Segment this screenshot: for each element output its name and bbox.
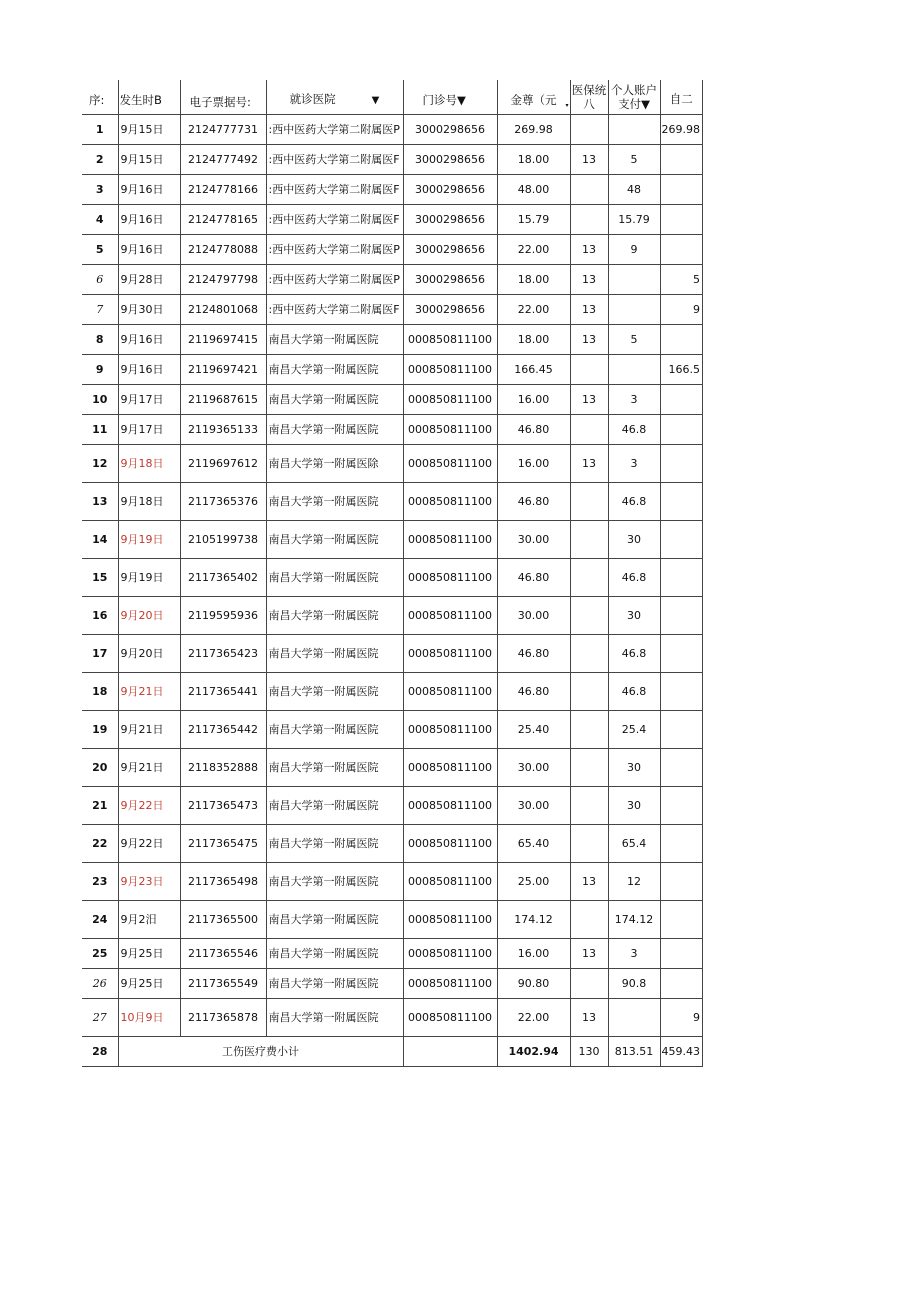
seq-cell[interactable]: 24 xyxy=(82,900,118,938)
seq-cell[interactable]: 15 xyxy=(82,558,118,596)
invoice-cell[interactable]: 2124797798 xyxy=(180,264,266,294)
date-cell[interactable]: 9月25日 xyxy=(118,968,180,998)
date-cell[interactable]: 9月17日 xyxy=(118,384,180,414)
amount-cell[interactable]: 46.80 xyxy=(497,672,570,710)
date-cell[interactable]: 9月21日 xyxy=(118,710,180,748)
insurance-cell[interactable] xyxy=(570,710,608,748)
clinic-cell[interactable]: 000850811100 xyxy=(403,786,497,824)
insurance-cell[interactable]: 13 xyxy=(570,998,608,1036)
clinic-cell[interactable]: 000850811100 xyxy=(403,414,497,444)
hospital-filter-icon[interactable]: ▼ xyxy=(371,94,380,106)
invoice-cell[interactable]: 2124778088 xyxy=(180,234,266,264)
hospital-cell[interactable]: :西中医药大学第二附属医P xyxy=(266,264,403,294)
hospital-cell[interactable]: 南昌大学第一附属医院 xyxy=(266,862,403,900)
invoice-cell[interactable]: 2118352888 xyxy=(180,748,266,786)
date-cell[interactable]: 9月16日 xyxy=(118,354,180,384)
table-row xyxy=(82,444,703,482)
seq-cell[interactable]: 1 xyxy=(82,114,118,144)
table-row xyxy=(82,520,703,558)
seq-cell[interactable]: 17 xyxy=(82,634,118,672)
seq-cell[interactable]: 10 xyxy=(82,384,118,414)
self-pay-cell[interactable] xyxy=(660,900,703,938)
clinic-cell[interactable]: 000850811100 xyxy=(403,634,497,672)
seq-cell[interactable]: 23 xyxy=(82,862,118,900)
hospital-cell[interactable]: :西中医药大学第二附属医P xyxy=(266,234,403,264)
self-pay-cell[interactable] xyxy=(660,558,703,596)
insurance-cell[interactable]: 13 xyxy=(570,234,608,264)
hospital-cell[interactable]: 南昌大学第一附属医院 xyxy=(266,938,403,968)
invoice-cell[interactable]: 2117365442 xyxy=(180,710,266,748)
hospital-cell[interactable]: 南昌大学第一附属医院 xyxy=(266,710,403,748)
seq-cell[interactable]: 21 xyxy=(82,786,118,824)
date-cell[interactable]: 10月9日 xyxy=(118,998,180,1036)
header-account[interactable]: 个人账户 支付▼ xyxy=(608,80,660,114)
invoice-cell[interactable]: 2124778165 xyxy=(180,204,266,234)
hospital-cell[interactable]: 南昌大学第一附属医院 xyxy=(266,596,403,634)
table-row xyxy=(82,824,703,862)
invoice-cell[interactable]: 2124801068 xyxy=(180,294,266,324)
insurance-cell[interactable] xyxy=(570,414,608,444)
table-row xyxy=(82,204,703,234)
invoice-cell[interactable]: 2117365376 xyxy=(180,482,266,520)
seq-cell[interactable]: 7 xyxy=(82,294,118,324)
amount-cell[interactable]: 18.00 xyxy=(497,264,570,294)
account-cell[interactable]: 46.8 xyxy=(608,634,660,672)
seq-cell[interactable]: 6 xyxy=(82,264,118,294)
self-pay-cell[interactable] xyxy=(660,482,703,520)
insurance-cell[interactable]: 13 xyxy=(570,444,608,482)
date-cell[interactable]: 9月22日 xyxy=(118,824,180,862)
insurance-cell[interactable]: 13 xyxy=(570,862,608,900)
seq-cell[interactable]: 19 xyxy=(82,710,118,748)
hospital-cell[interactable]: :西中医药大学第二附属医P xyxy=(266,114,403,144)
amount-cell[interactable]: 30.00 xyxy=(497,748,570,786)
self-pay-cell[interactable] xyxy=(660,444,703,482)
header-seq: 序: xyxy=(82,80,118,114)
invoice-cell[interactable]: 2117365423 xyxy=(180,634,266,672)
account-cell[interactable]: 25.4 xyxy=(608,710,660,748)
hospital-cell[interactable]: 南昌大学第一附属医院 xyxy=(266,384,403,414)
clinic-cell[interactable]: 3000298656 xyxy=(403,294,497,324)
table-row xyxy=(82,998,703,1036)
account-cell[interactable]: 48 xyxy=(608,174,660,204)
table-row xyxy=(82,324,703,354)
clinic-cell[interactable]: 000850811100 xyxy=(403,354,497,384)
date-cell[interactable]: 9月30日 xyxy=(118,294,180,324)
table-row xyxy=(82,174,703,204)
medical-expense-table xyxy=(82,80,703,1067)
clinic-cell[interactable]: 000850811100 xyxy=(403,384,497,414)
hospital-cell[interactable]: 南昌大学第一附属医院 xyxy=(266,672,403,710)
insurance-cell[interactable] xyxy=(570,174,608,204)
seq-cell[interactable]: 28 xyxy=(82,1036,118,1066)
clinic-cell[interactable]: 000850811100 xyxy=(403,748,497,786)
insurance-cell[interactable] xyxy=(570,204,608,234)
self-pay-cell[interactable] xyxy=(660,384,703,414)
seq-cell[interactable]: 20 xyxy=(82,748,118,786)
amount-cell[interactable]: 16.00 xyxy=(497,444,570,482)
table-row xyxy=(82,596,703,634)
clinic-cell[interactable]: 000850811100 xyxy=(403,324,497,354)
self-pay-cell[interactable] xyxy=(660,824,703,862)
invoice-cell[interactable]: 2119365133 xyxy=(180,414,266,444)
seq-cell[interactable]: 27 xyxy=(82,998,118,1036)
hospital-cell[interactable]: 南昌大学第一附属医院 xyxy=(266,998,403,1036)
hospital-cell[interactable]: 南昌大学第一附属医院 xyxy=(266,748,403,786)
seq-cell[interactable]: 2 xyxy=(82,144,118,174)
hospital-cell[interactable]: 南昌大学第一附属医院 xyxy=(266,634,403,672)
amount-cell[interactable]: 46.80 xyxy=(497,558,570,596)
insurance-cell[interactable]: 13 xyxy=(570,384,608,414)
invoice-cell[interactable]: 2117365498 xyxy=(180,862,266,900)
amount-cell[interactable]: 15.79 xyxy=(497,204,570,234)
account-cell[interactable]: 5 xyxy=(608,144,660,174)
insurance-cell[interactable] xyxy=(570,672,608,710)
amount-cell[interactable]: 22.00 xyxy=(497,294,570,324)
amount-cell[interactable]: 48.00 xyxy=(497,174,570,204)
invoice-cell[interactable]: 2117365473 xyxy=(180,786,266,824)
header-insurance[interactable]: 医保统八 xyxy=(570,80,608,114)
account-cell[interactable]: 5 xyxy=(608,324,660,354)
clinic-cell[interactable]: 000850811100 xyxy=(403,862,497,900)
self-pay-cell[interactable] xyxy=(660,748,703,786)
self-pay-cell[interactable] xyxy=(660,204,703,234)
self-pay-cell[interactable] xyxy=(660,174,703,204)
account-cell[interactable]: 9 xyxy=(608,234,660,264)
insurance-cell[interactable] xyxy=(570,482,608,520)
clinic-cell[interactable]: 000850811100 xyxy=(403,998,497,1036)
account-cell[interactable]: 30 xyxy=(608,748,660,786)
invoice-cell[interactable]: 2117365546 xyxy=(180,938,266,968)
hospital-cell[interactable]: 南昌大学第一附属医院 xyxy=(266,520,403,558)
account-cell[interactable]: 30 xyxy=(608,520,660,558)
hospital-cell[interactable]: 南昌大学第一附属医院 xyxy=(266,414,403,444)
seq-cell[interactable]: 11 xyxy=(82,414,118,444)
date-cell[interactable]: 9月2汨 xyxy=(118,900,180,938)
table-row xyxy=(82,294,703,324)
table-row xyxy=(82,264,703,294)
date-cell[interactable]: 9月19日 xyxy=(118,558,180,596)
table-row xyxy=(82,482,703,520)
amount-filter-icon[interactable]: ▾ xyxy=(565,101,569,109)
seq-cell[interactable]: 9 xyxy=(82,354,118,384)
amount-cell[interactable]: 18.00 xyxy=(497,324,570,354)
account-cell[interactable] xyxy=(608,294,660,324)
invoice-cell[interactable]: 2119595936 xyxy=(180,596,266,634)
hospital-cell[interactable]: 南昌大学第一附属医院 xyxy=(266,968,403,998)
seq-cell[interactable]: 13 xyxy=(82,482,118,520)
insurance-cell[interactable]: 13 xyxy=(570,264,608,294)
table-row xyxy=(82,968,703,998)
table-row xyxy=(82,414,703,444)
invoice-cell[interactable]: 2124777492 xyxy=(180,144,266,174)
amount-cell[interactable]: 16.00 xyxy=(497,938,570,968)
account-cell[interactable]: 3 xyxy=(608,384,660,414)
account-cell[interactable]: 3 xyxy=(608,444,660,482)
self-pay-cell[interactable] xyxy=(660,634,703,672)
date-cell[interactable]: 9月21日 xyxy=(118,672,180,710)
seq-cell[interactable]: 16 xyxy=(82,596,118,634)
seq-cell[interactable]: 26 xyxy=(82,968,118,998)
self-pay-cell[interactable]: 9 xyxy=(660,998,703,1036)
table-row xyxy=(82,862,703,900)
seq-cell[interactable]: 25 xyxy=(82,938,118,968)
account-cell[interactable]: 65.4 xyxy=(608,824,660,862)
invoice-cell[interactable]: 2124777731 xyxy=(180,114,266,144)
self-pay-cell[interactable] xyxy=(660,968,703,998)
account-cell[interactable]: 46.8 xyxy=(608,672,660,710)
amount-cell[interactable]: 30.00 xyxy=(497,596,570,634)
clinic-cell[interactable]: 3000298656 xyxy=(403,264,497,294)
insurance-cell[interactable] xyxy=(570,968,608,998)
total-insurance[interactable]: 130 xyxy=(570,1036,608,1066)
date-cell[interactable]: 9月20日 xyxy=(118,596,180,634)
amount-cell[interactable]: 174.12 xyxy=(497,900,570,938)
amount-cell[interactable]: 90.80 xyxy=(497,968,570,998)
account-cell[interactable] xyxy=(608,264,660,294)
invoice-cell[interactable]: 2117365878 xyxy=(180,998,266,1036)
table-row xyxy=(82,634,703,672)
hospital-cell[interactable]: :西中医药大学第二附属医F xyxy=(266,174,403,204)
clinic-cell[interactable]: 000850811100 xyxy=(403,482,497,520)
hospital-cell[interactable]: :西中医药大学第二附属医F xyxy=(266,144,403,174)
insurance-cell[interactable] xyxy=(570,354,608,384)
clinic-cell[interactable]: 3000298656 xyxy=(403,174,497,204)
seq-cell[interactable]: 12 xyxy=(82,444,118,482)
hospital-cell[interactable]: 南昌大学第一附属医除 xyxy=(266,444,403,482)
self-pay-cell[interactable] xyxy=(660,234,703,264)
insurance-cell[interactable] xyxy=(570,900,608,938)
seq-cell[interactable]: 4 xyxy=(82,204,118,234)
amount-cell[interactable]: 269.98 xyxy=(497,114,570,144)
header-row xyxy=(82,80,703,114)
hospital-cell[interactable]: 南昌大学第一附属医院 xyxy=(266,824,403,862)
date-cell[interactable]: 9月19日 xyxy=(118,520,180,558)
invoice-cell[interactable]: 2117365441 xyxy=(180,672,266,710)
invoice-cell[interactable]: 2117365475 xyxy=(180,824,266,862)
total-amount[interactable]: 1402.94 xyxy=(497,1036,570,1066)
seq-cell[interactable]: 5 xyxy=(82,234,118,264)
seq-cell[interactable]: 22 xyxy=(82,824,118,862)
insurance-cell[interactable] xyxy=(570,748,608,786)
total-row xyxy=(82,1036,703,1066)
account-cell[interactable] xyxy=(608,354,660,384)
header-amount[interactable]: 金尊（元 ▾ xyxy=(497,80,570,114)
clinic-cell[interactable]: 000850811100 xyxy=(403,900,497,938)
self-pay-cell[interactable] xyxy=(660,862,703,900)
self-pay-cell[interactable] xyxy=(660,414,703,444)
amount-cell[interactable]: 18.00 xyxy=(497,144,570,174)
date-cell[interactable]: 9月28日 xyxy=(118,264,180,294)
date-cell[interactable]: 9月23日 xyxy=(118,862,180,900)
clinic-cell[interactable]: 000850811100 xyxy=(403,968,497,998)
table-row xyxy=(82,234,703,264)
date-cell[interactable]: 9月15日 xyxy=(118,144,180,174)
account-cell[interactable] xyxy=(608,998,660,1036)
insurance-cell[interactable] xyxy=(570,558,608,596)
account-cell[interactable]: 3 xyxy=(608,938,660,968)
header-date[interactable]: 发生时B xyxy=(118,80,180,114)
clinic-cell[interactable]: 3000298656 xyxy=(403,204,497,234)
amount-cell[interactable]: 25.40 xyxy=(497,710,570,748)
hospital-cell[interactable]: 南昌大学第一附属医院 xyxy=(266,900,403,938)
header-invoice[interactable]: 电子票据号: xyxy=(180,80,266,114)
amount-cell[interactable]: 46.80 xyxy=(497,414,570,444)
insurance-cell[interactable]: 13 xyxy=(570,324,608,354)
self-pay-cell[interactable]: 269.98 xyxy=(660,114,703,144)
insurance-cell[interactable]: 13 xyxy=(570,144,608,174)
amount-cell[interactable]: 166.45 xyxy=(497,354,570,384)
table-row xyxy=(82,114,703,144)
hospital-cell[interactable]: :西中医药大学第二附属医F xyxy=(266,204,403,234)
table-row xyxy=(82,938,703,968)
account-cell[interactable]: 30 xyxy=(608,596,660,634)
account-cell[interactable]: 46.8 xyxy=(608,414,660,444)
insurance-cell[interactable] xyxy=(570,520,608,558)
seq-cell[interactable]: 8 xyxy=(82,324,118,354)
table-row xyxy=(82,558,703,596)
account-cell[interactable]: 15.79 xyxy=(608,204,660,234)
invoice-cell[interactable]: 2117365500 xyxy=(180,900,266,938)
self-pay-cell[interactable]: 166.5 xyxy=(660,354,703,384)
table-row xyxy=(82,384,703,414)
date-cell[interactable]: 9月16日 xyxy=(118,234,180,264)
total-label[interactable]: 工伤医疗费小计 xyxy=(118,1036,403,1066)
account-cell[interactable]: 46.8 xyxy=(608,558,660,596)
self-pay-cell[interactable] xyxy=(660,786,703,824)
table-row xyxy=(82,144,703,174)
self-pay-cell[interactable] xyxy=(660,596,703,634)
date-cell[interactable]: 9月25日 xyxy=(118,938,180,968)
insurance-cell[interactable]: 13 xyxy=(570,294,608,324)
date-cell[interactable]: 9月18日 xyxy=(118,482,180,520)
invoice-cell[interactable]: 2119697612 xyxy=(180,444,266,482)
hospital-cell[interactable]: 南昌大学第一附属医院 xyxy=(266,324,403,354)
date-cell[interactable]: 9月16日 xyxy=(118,204,180,234)
invoice-cell[interactable]: 2119687615 xyxy=(180,384,266,414)
hospital-cell[interactable]: 南昌大学第一附属医院 xyxy=(266,786,403,824)
table-row xyxy=(82,748,703,786)
total-self-pay[interactable]: 459.43 xyxy=(660,1036,703,1066)
invoice-cell[interactable]: 2119697415 xyxy=(180,324,266,354)
clinic-cell[interactable]: 000850811100 xyxy=(403,520,497,558)
clinic-cell[interactable]: 000850811100 xyxy=(403,938,497,968)
hospital-cell[interactable]: 南昌大学第一附属医院 xyxy=(266,558,403,596)
hospital-cell[interactable]: 南昌大学第一附属医院 xyxy=(266,482,403,520)
invoice-cell[interactable]: 2105199738 xyxy=(180,520,266,558)
invoice-cell[interactable]: 2124778166 xyxy=(180,174,266,204)
table-row xyxy=(82,710,703,748)
clinic-cell[interactable]: 000850811100 xyxy=(403,596,497,634)
amount-cell[interactable]: 46.80 xyxy=(497,634,570,672)
clinic-cell[interactable]: 000850811100 xyxy=(403,824,497,862)
total-account[interactable]: 813.51 xyxy=(608,1036,660,1066)
amount-cell[interactable]: 22.00 xyxy=(497,234,570,264)
header-hospital[interactable]: 就诊医院 ▼ xyxy=(266,80,403,114)
account-cell[interactable]: 12 xyxy=(608,862,660,900)
amount-cell[interactable]: 16.00 xyxy=(497,384,570,414)
self-pay-cell[interactable]: 9 xyxy=(660,294,703,324)
insurance-cell[interactable] xyxy=(570,824,608,862)
table-row xyxy=(82,672,703,710)
date-cell[interactable]: 9月22日 xyxy=(118,786,180,824)
date-cell[interactable]: 9月17日 xyxy=(118,414,180,444)
table-row xyxy=(82,900,703,938)
invoice-cell[interactable]: 2119697421 xyxy=(180,354,266,384)
amount-cell[interactable]: 65.40 xyxy=(497,824,570,862)
clinic-cell[interactable]: 3000298656 xyxy=(403,144,497,174)
clinic-cell[interactable] xyxy=(403,1036,497,1066)
seq-cell[interactable]: 18 xyxy=(82,672,118,710)
invoice-cell[interactable]: 2117365402 xyxy=(180,558,266,596)
invoice-cell[interactable]: 2117365549 xyxy=(180,968,266,998)
table-row xyxy=(82,354,703,384)
amount-cell[interactable]: 30.00 xyxy=(497,520,570,558)
account-cell[interactable]: 30 xyxy=(608,786,660,824)
self-pay-cell[interactable] xyxy=(660,324,703,354)
date-cell[interactable]: 9月15日 xyxy=(118,114,180,144)
insurance-cell[interactable] xyxy=(570,786,608,824)
self-pay-cell[interactable] xyxy=(660,144,703,174)
insurance-cell[interactable] xyxy=(570,596,608,634)
header-clinic[interactable]: 门诊号▼ xyxy=(403,80,497,114)
account-cell[interactable] xyxy=(608,114,660,144)
clinic-cell[interactable]: 000850811100 xyxy=(403,710,497,748)
account-cell[interactable]: 174.12 xyxy=(608,900,660,938)
table-row xyxy=(82,786,703,824)
self-pay-cell[interactable] xyxy=(660,520,703,558)
self-pay-cell[interactable] xyxy=(660,672,703,710)
date-cell[interactable]: 9月20日 xyxy=(118,634,180,672)
hospital-cell[interactable]: :西中医药大学第二附属医F xyxy=(266,294,403,324)
insurance-cell[interactable] xyxy=(570,634,608,672)
table-body xyxy=(82,114,703,1066)
hospital-cell[interactable]: 南昌大学第一附属医院 xyxy=(266,354,403,384)
header-self[interactable]: 自二 xyxy=(660,80,703,114)
account-cell[interactable]: 90.8 xyxy=(608,968,660,998)
account-cell[interactable]: 46.8 xyxy=(608,482,660,520)
insurance-cell[interactable]: 13 xyxy=(570,938,608,968)
amount-cell[interactable]: 46.80 xyxy=(497,482,570,520)
self-pay-cell[interactable] xyxy=(660,938,703,968)
self-pay-cell[interactable] xyxy=(660,710,703,748)
clinic-cell[interactable]: 000850811100 xyxy=(403,672,497,710)
seq-cell[interactable]: 14 xyxy=(82,520,118,558)
clinic-cell[interactable]: 000850811100 xyxy=(403,444,497,482)
date-cell[interactable]: 9月16日 xyxy=(118,324,180,354)
amount-cell[interactable]: 22.00 xyxy=(497,998,570,1036)
self-pay-cell[interactable]: 5 xyxy=(660,264,703,294)
insurance-cell[interactable] xyxy=(570,114,608,144)
clinic-cell[interactable]: 000850811100 xyxy=(403,558,497,596)
date-cell[interactable]: 9月21日 xyxy=(118,748,180,786)
clinic-cell[interactable]: 3000298656 xyxy=(403,234,497,264)
date-cell[interactable]: 9月18日 xyxy=(118,444,180,482)
amount-cell[interactable]: 30.00 xyxy=(497,786,570,824)
amount-cell[interactable]: 25.00 xyxy=(497,862,570,900)
clinic-cell[interactable]: 3000298656 xyxy=(403,114,497,144)
seq-cell[interactable]: 3 xyxy=(82,174,118,204)
date-cell[interactable]: 9月16日 xyxy=(118,174,180,204)
